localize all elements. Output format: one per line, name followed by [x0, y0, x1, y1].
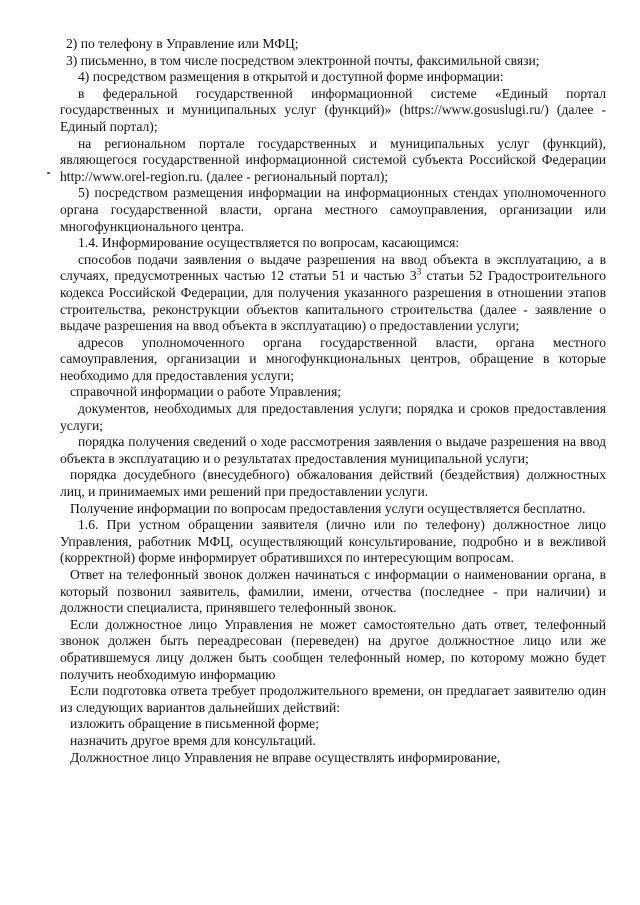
paragraph-progress-info: порядка получения сведений о ходе рассмотрения заявления о выдаче разрешения на ввод объекта в эксплуатацию и о результатах предоставления муниципальной услуги;	[60, 434, 606, 466]
paragraph-federal-portal: в федеральной государственной информационной системе «Единый портал государственных и муниципальных услуг (функций)» (https://www.gosuslugi.ru/) (далее - Единый портал);	[60, 85, 606, 134]
paragraph-addresses: адресов уполномоченного органа государственной власти, органа местного самоуправления, организации и многофункциональных центров, обращение в которые необходимо для предоставления услуги;	[60, 334, 606, 383]
list-item-info-stands: 5) посредством размещения информации на информационных стендах уполномоченного органа государственной власти, органа местного самоуправления, организации или многофункционального центра.	[60, 185, 606, 234]
section-1-4-heading: 1.4. Информирование осуществляется по вопросам, касающимся:	[78, 235, 460, 251]
scan-speck	[47, 172, 50, 174]
paragraph-appeal-procedure: порядка досудебного (внесудебного) обжалования действий (бездействия) должностных лиц, и принимаемых ими решений при предоставлении услуги.	[60, 467, 606, 500]
paragraph-documents: документов, необходимых для предоставления услуги; порядка и сроков предоставления услуги;	[60, 401, 606, 433]
paragraph-free-of-charge: Получение информации по вопросам предоставления услуги осуществляется бесплатно.	[70, 500, 586, 516]
document-body	[60, 36, 606, 766]
list-item-written: 3) письменно, в том числе посредством электронной почты, факсимильной связи;	[66, 52, 540, 68]
paragraph-not-entitled: Должностное лицо Управления не вправе осуществлять информирование,	[70, 749, 501, 765]
paragraph-long-preparation: Если подготовка ответа требует продолжительного времени, он предлагает заявителю один из следующих вариантов дальнейших действий:	[60, 683, 606, 715]
option-written-form: изложить обращение в письменной форме;	[70, 716, 319, 732]
paragraph-phone-answer: Ответ на телефонный звонок должен начинаться с информации о наименовании органа, в который позвонил заявитель, фамилии, имени, отчества (последнее - при наличии) и должности специалиста, принявшего телефонный звонок.	[60, 567, 606, 616]
paragraph-submission-methods	[60, 252, 606, 335]
submission-text-b: статьи 52 Градостроительного кодекса Российской Федерации, для получения указанного разрешения в отношении этапов строительства, реконструкции объектов капитального строительства (далее - заявление о выдаче разрешения на ввод объекта в эксплуатацию) о предоставлении услуги;	[60, 268, 606, 334]
paragraph-regional-portal: на региональном портале государственных и муниципальных услуг (функций), являющегося государственной информационной системой субъекта Российской Федерации http://www.orel-region.ru. (далее - региональный портал);	[60, 135, 606, 184]
section-1-6-paragraph: 1.6. При устном обращении заявителя (лично или по телефону) должностное лицо Управления, работник МФЦ, осуществляющий консультирование, подробно и в вежливой (корректной) форме информирует обратившихся по интересующим вопросам.	[60, 517, 606, 566]
list-item-public-info: 4) посредством размещения в открытой и доступной форме информации:	[78, 69, 504, 85]
option-other-time: назначить другое время для консультаций.	[70, 732, 316, 748]
submission-text-a: способов подачи заявления о выдаче разрешения на ввод объекта в эксплуатацию, а в случаях, предусмотренных частью 12 статьи 51 и частью 3	[60, 251, 606, 284]
superscript-3: 3	[416, 266, 422, 277]
paragraph-reference-info: справочной информации о работе Управления;	[70, 384, 342, 400]
list-item-phone: 2) по телефону в Управление или МФЦ;	[66, 36, 299, 51]
paragraph-call-redirect: Если должностное лицо Управления не может самостоятельно дать ответ, телефонный звонок должен быть переадресован (переведен) на другое должностное лицо или же обратившемуся лицу должен быть сообщен телефонный номер, по которому можно будет получить необходимую информацию	[60, 616, 606, 682]
